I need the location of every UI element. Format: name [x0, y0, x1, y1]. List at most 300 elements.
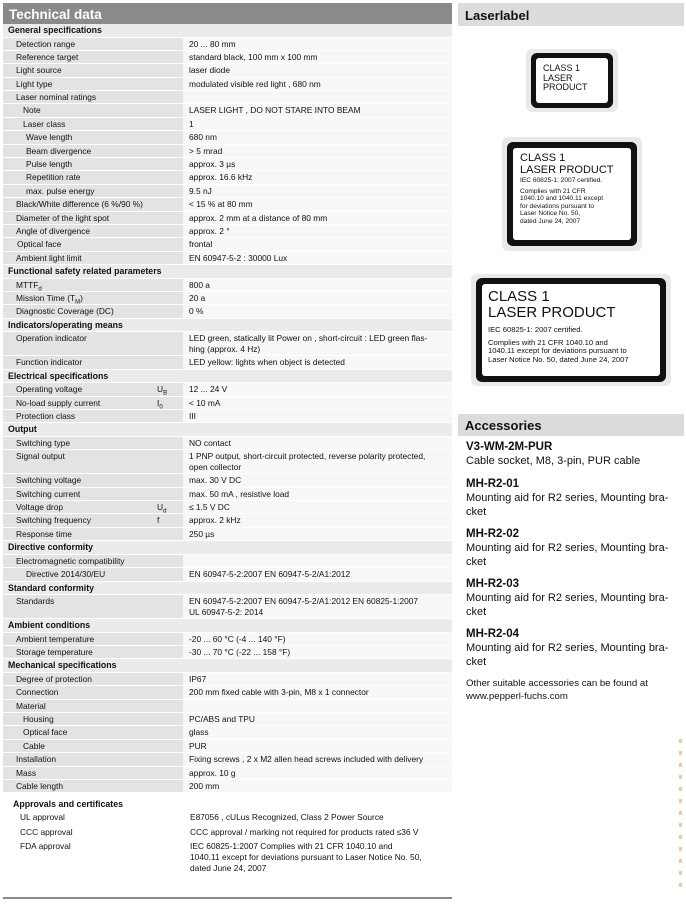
- spec-row: [3, 780, 452, 793]
- accessory-item[interactable]: [466, 477, 684, 519]
- approval-row: [3, 826, 452, 839]
- spec-label: [3, 131, 153, 143]
- spec-label-text: Cable: [23, 740, 45, 751]
- spec-label: [3, 332, 153, 355]
- spec-symbol: [153, 595, 183, 618]
- laser-label-medium-frame: [502, 137, 642, 251]
- accessory-code[interactable]: MH-R2-01: [466, 478, 520, 490]
- spec-row: [3, 305, 452, 318]
- spec-value-line: 200 mm fixed cable with 3-pin, M8 x 1 connector: [189, 687, 369, 698]
- accessory-code[interactable]: MH-R2-04: [466, 628, 520, 640]
- laserlabel-title: Laserlabel: [458, 3, 684, 26]
- spec-symbol: [153, 305, 183, 317]
- spec-label: [3, 474, 153, 486]
- accessory-description: cket: [466, 506, 487, 518]
- spec-symbol-text: I: [157, 397, 160, 408]
- spec-value-line: < 10 mA: [189, 397, 221, 408]
- section-heading: Electrical specifications: [3, 370, 452, 384]
- spec-label: [3, 555, 153, 567]
- approval-value-line: dated June 24, 2007: [190, 863, 267, 874]
- spec-value: [183, 198, 452, 210]
- spec-symbol: [153, 501, 183, 513]
- spec-label: [3, 238, 153, 250]
- accessory-description: Mounting aid for R2 series, Mounting bra-: [466, 642, 669, 654]
- spec-symbol: [153, 740, 183, 752]
- spec-value: [183, 474, 452, 486]
- laser-label-medium-body-line: dated June 24, 2007: [520, 217, 581, 225]
- spec-label: [3, 38, 153, 50]
- spec-symbol: [153, 686, 183, 698]
- spec-row: [3, 555, 452, 568]
- spec-label-text: Operating voltage: [16, 384, 83, 395]
- approval-label: FDA approval: [20, 841, 71, 852]
- spec-row: [3, 64, 452, 77]
- spec-label: [3, 437, 153, 449]
- spec-value: [183, 118, 452, 130]
- spec-row: [3, 279, 452, 292]
- section-heading: Directive conformity: [3, 541, 452, 555]
- spec-value: [183, 305, 452, 317]
- section-heading: Indicators/operating means: [3, 319, 452, 333]
- spec-value: [183, 780, 452, 792]
- spec-value-line: 800 a: [189, 279, 210, 290]
- spec-value-line: -30 ... 70 °C (-22 ... 158 °F): [189, 646, 291, 657]
- spec-row: [3, 488, 452, 501]
- spec-row: [3, 700, 452, 713]
- spec-label: [3, 568, 153, 580]
- laser-label-small-line: PRODUCT: [543, 82, 588, 92]
- spec-value-line: III: [189, 410, 196, 421]
- accessory-item[interactable]: [466, 627, 684, 669]
- spec-symbol: [153, 568, 183, 580]
- accessory-description: Cable socket, M8, 3-pin, PUR cable: [466, 455, 641, 467]
- spec-label-text: Installation: [16, 754, 57, 765]
- laser-label-medium-head: LASER PRODUCT: [520, 163, 614, 176]
- accessory-code[interactable]: V3-WM-2M-PUR: [466, 441, 553, 453]
- spec-label-text: Standards: [16, 596, 55, 606]
- spec-label-text: Reference target: [16, 51, 79, 62]
- spec-row: [3, 104, 452, 117]
- spec-label-text: Pulse length: [26, 159, 73, 170]
- spec-label-text: Signal output: [16, 451, 65, 462]
- laser-label-medium-head: CLASS 1: [520, 152, 566, 164]
- laser-label-medium-body-line: for deviations pursuant to: [520, 202, 595, 210]
- spec-value-line: PC/ABS and TPU: [189, 713, 255, 724]
- spec-label-text: Mission Time (T: [16, 293, 76, 304]
- spec-label: [3, 713, 153, 725]
- spec-symbol: [153, 673, 183, 685]
- spec-value: [183, 38, 452, 50]
- spec-label: [3, 225, 153, 237]
- spec-label: [3, 740, 153, 752]
- spec-symbol-text: f: [157, 515, 160, 526]
- spec-value-line: frontal: [189, 239, 213, 250]
- spec-value-line: PUR: [189, 740, 207, 751]
- spec-value: [183, 145, 452, 157]
- right-panel: [458, 3, 684, 702]
- spec-symbol: [153, 450, 183, 473]
- spec-label: [3, 700, 153, 712]
- approval-value-line: CCC approval / marking not required for products rated ≤36 V: [190, 826, 419, 837]
- spec-row: [3, 437, 452, 450]
- accessory-code[interactable]: MH-R2-03: [466, 578, 520, 590]
- spec-label-text: Detection range: [16, 38, 76, 49]
- spec-value-line: open collector: [189, 462, 242, 473]
- spec-value-line: -20 ... 60 °C (-4 ... 140 °F): [189, 633, 286, 644]
- spec-symbol: [153, 726, 183, 738]
- spec-value: [183, 528, 452, 540]
- spec-value-line: EN 60947-5-2:2007 EN 60947-5-2/A1:2012: [189, 569, 351, 580]
- section-heading: Functional safety related parameters: [3, 265, 452, 279]
- spec-row: [3, 686, 452, 699]
- spec-label-text: Degree of protection: [16, 673, 92, 684]
- bottom-divider: [3, 897, 452, 899]
- accessory-description: cket: [466, 556, 487, 568]
- spec-symbol: [153, 713, 183, 725]
- spec-row: [3, 753, 452, 766]
- spec-value-line: max. 50 mA , resistive load: [189, 488, 290, 499]
- spec-value: [183, 646, 452, 658]
- spec-symbol: [153, 292, 183, 304]
- spec-label-text: Repetition rate: [26, 172, 81, 183]
- spec-value: [183, 514, 452, 526]
- spec-value: [183, 212, 452, 224]
- spec-value-line: laser diode: [189, 65, 230, 76]
- spec-row: [3, 185, 452, 198]
- spec-label: [3, 78, 153, 90]
- spec-label: [3, 633, 153, 645]
- approval-row: [3, 811, 452, 824]
- spec-label: [3, 356, 153, 368]
- accessories-title: Accessories: [458, 414, 684, 436]
- spec-label-text: Directive 2014/30/EU: [26, 569, 106, 580]
- spec-symbol-subscript: d: [163, 508, 167, 515]
- edge-marks: [679, 739, 682, 889]
- spec-value: [183, 91, 452, 103]
- spec-value-line: LASER LIGHT , DO NOT STARE INTO BEAM: [189, 105, 361, 116]
- approval-value: [184, 840, 452, 874]
- spec-label: [3, 646, 153, 658]
- spec-value: [183, 252, 452, 264]
- approval-value: [184, 826, 452, 839]
- spec-value-line: hing (approx. 4 Hz): [189, 344, 261, 355]
- spec-label: [3, 686, 153, 698]
- spec-label: [3, 64, 153, 76]
- spec-label: [3, 292, 153, 304]
- spec-value-line: glass: [189, 727, 209, 738]
- spec-row: [3, 646, 452, 659]
- spec-label-text: Wave length: [26, 132, 73, 143]
- spec-symbol: [153, 212, 183, 224]
- accessories-note-line: Other suitable accessories can be found at: [466, 678, 648, 689]
- spec-label-text: No-load supply current: [16, 397, 101, 408]
- spec-value: [183, 78, 452, 90]
- spec-label-text: Diameter of the light spot: [16, 212, 110, 223]
- spec-row: [3, 673, 452, 686]
- spec-row: [3, 383, 452, 396]
- spec-symbol: [153, 555, 183, 567]
- spec-value: [183, 225, 452, 237]
- section-heading: Ambient conditions: [3, 619, 452, 633]
- spec-value: [183, 437, 452, 449]
- spec-symbol: [153, 488, 183, 500]
- spec-label-text: Laser class: [23, 118, 66, 129]
- spec-value-line: 250 µs: [189, 528, 215, 539]
- spec-label-text: Mass: [16, 767, 37, 778]
- approval-value: [184, 811, 452, 824]
- laser-label-large-body: [488, 339, 660, 364]
- spec-row: [3, 158, 452, 171]
- accessories-note-link[interactable]: www.pepperl-fuchs.com: [466, 691, 568, 702]
- spec-symbol-text: U: [157, 502, 164, 513]
- spec-value: [183, 713, 452, 725]
- spec-row: [3, 528, 452, 541]
- spec-row: [3, 292, 452, 305]
- spec-value-line: approx. 16.6 kHz: [189, 172, 253, 183]
- spec-value: [183, 700, 452, 712]
- technical-data-title: Technical data: [3, 3, 452, 24]
- laser-label-large-face: [482, 284, 660, 376]
- spec-label: [3, 514, 153, 526]
- spec-value-line: 12 ... 24 V: [189, 384, 228, 395]
- spec-symbol: [153, 397, 183, 409]
- spec-value-line: < 15 % at 80 mm: [189, 199, 253, 210]
- spec-label-text: Ambient light limit: [16, 252, 82, 263]
- spec-symbol: [153, 198, 183, 210]
- laser-label-small-frame: [526, 49, 618, 112]
- spec-row: [3, 397, 452, 410]
- spec-symbol: [153, 252, 183, 264]
- spec-value: [183, 726, 452, 738]
- spec-value: [183, 753, 452, 765]
- spec-label: [3, 528, 153, 540]
- spec-value-line: UL 60947-5-2: 2014: [189, 607, 264, 617]
- spec-label: [3, 252, 153, 264]
- spec-value-line: LED yellow: lights when object is detected: [189, 357, 345, 368]
- spec-table: [3, 24, 452, 793]
- spec-row: [3, 332, 452, 356]
- spec-value-line: 20 ... 80 mm: [189, 38, 236, 49]
- accessory-item[interactable]: [466, 527, 684, 569]
- spec-symbol: [153, 145, 183, 157]
- spec-label-text: Diagnostic Coverage (DC): [16, 306, 114, 317]
- spec-value-line: > 5 mrad: [189, 145, 223, 156]
- spec-label: [3, 158, 153, 170]
- spec-value-line: ≤ 1.5 V DC: [189, 502, 230, 513]
- spec-value: [183, 555, 452, 567]
- approvals-heading: Approvals and certificates: [3, 797, 452, 811]
- spec-row: [3, 171, 452, 184]
- spec-label: [3, 198, 153, 210]
- spec-symbol: [153, 646, 183, 658]
- laser-label-large-body-line: Complies with 21 CFR 1040.10 and: [488, 338, 608, 347]
- spec-row: [3, 51, 452, 64]
- spec-label: [3, 279, 153, 291]
- spec-symbol-subscript: B: [163, 390, 168, 397]
- spec-symbol: [153, 185, 183, 197]
- laser-label-small: [531, 53, 613, 108]
- laser-label-medium-face: [513, 148, 631, 240]
- spec-label: [3, 383, 153, 395]
- spec-value: [183, 397, 452, 409]
- laser-label-large-head: LASER PRODUCT: [488, 304, 616, 321]
- laser-label-medium-body-line: Laser Notice No. 50,: [520, 210, 581, 218]
- spec-row: [3, 595, 452, 619]
- spec-label: [3, 488, 153, 500]
- spec-symbol: [153, 38, 183, 50]
- spec-row: [3, 767, 452, 780]
- spec-value: [183, 64, 452, 76]
- spec-value-line: 1: [189, 118, 194, 129]
- laser-label-medium: [507, 142, 637, 246]
- spec-label-text: Note: [23, 105, 41, 116]
- spec-label-text: Cable length: [16, 780, 64, 791]
- spec-symbol: [153, 437, 183, 449]
- spec-row: [3, 450, 452, 474]
- spec-label-text: Switching current: [16, 488, 81, 499]
- spec-row: [3, 145, 452, 158]
- spec-label: [3, 51, 153, 63]
- spec-value: [183, 185, 452, 197]
- spec-label-text: Laser nominal ratings: [16, 92, 97, 103]
- spec-value-line: 200 mm: [189, 780, 220, 791]
- spec-label-text: Connection: [16, 687, 59, 698]
- spec-label: [3, 118, 153, 130]
- spec-value-line: 9.5 nJ: [189, 185, 212, 196]
- spec-symbol: [153, 514, 183, 526]
- accessory-item[interactable]: [466, 577, 684, 619]
- laser-label-medium-iec: IEC 60825-1: 2007 certified.: [520, 177, 603, 184]
- laser-label-small-line: LASER: [543, 72, 573, 83]
- spec-value: [183, 332, 452, 355]
- spec-label: [3, 305, 153, 317]
- spec-value: [183, 686, 452, 698]
- spec-row: [3, 474, 452, 487]
- spec-value: [183, 410, 452, 422]
- spec-value-line: EN 60947-5-2 : 30000 Lux: [189, 252, 288, 263]
- spec-row: [3, 238, 452, 251]
- spec-row: [3, 514, 452, 527]
- laser-label-large-head: CLASS 1: [488, 288, 550, 305]
- laser-label-large-iec: IEC 60825-1: 2007 certified.: [488, 325, 583, 334]
- spec-symbol: [153, 118, 183, 130]
- laser-label-medium-body-line: Complies with 21 CFR: [520, 188, 586, 195]
- spec-value: [183, 767, 452, 779]
- spec-value-line: approx. 2 kHz: [189, 515, 241, 526]
- spec-label: [3, 145, 153, 157]
- spec-symbol: [153, 633, 183, 645]
- spec-symbol: [153, 528, 183, 540]
- accessory-code[interactable]: MH-R2-02: [466, 528, 520, 540]
- accessory-item[interactable]: [466, 440, 684, 468]
- spec-value-line: max. 30 V DC: [189, 475, 242, 486]
- spec-row: [3, 568, 452, 581]
- spec-symbol: [153, 91, 183, 103]
- spec-symbol: [153, 64, 183, 76]
- laser-label-large-body-line: Laser Notice No. 50, dated June 24, 2007: [488, 354, 629, 364]
- spec-symbol: [153, 238, 183, 250]
- spec-symbol: [153, 332, 183, 355]
- spec-label: [3, 726, 153, 738]
- spec-label: [3, 212, 153, 224]
- spec-value: [183, 488, 452, 500]
- spec-label: [3, 595, 153, 618]
- spec-row: [3, 713, 452, 726]
- approval-label: UL approval: [20, 812, 65, 823]
- spec-label-text: Black/White difference (6 %/90 %): [16, 199, 143, 210]
- spec-row: [3, 38, 452, 51]
- spec-label-text: Operation indicator: [16, 333, 87, 344]
- spec-value: [183, 501, 452, 513]
- accessories-section: [458, 414, 684, 703]
- spec-label: [3, 104, 153, 116]
- spec-value-line: approx. 2 mm at a distance of 80 mm: [189, 212, 328, 223]
- spec-value: [183, 292, 452, 304]
- spec-row: [3, 118, 452, 131]
- spec-value: [183, 131, 452, 143]
- spec-value: [183, 158, 452, 170]
- spec-label-text: Storage temperature: [16, 646, 93, 657]
- approvals-table: [3, 797, 452, 874]
- spec-value: [183, 568, 452, 580]
- approval-label: CCC approval: [20, 826, 73, 837]
- spec-value-line: EN 60947-5-2:2007 EN 60947-5-2/A1:2012 EN 60825-1:2007: [189, 596, 419, 606]
- laser-label-large-frame: [471, 274, 671, 386]
- spec-label-text: Switching frequency: [16, 515, 91, 526]
- spec-label-text: Response time: [16, 528, 72, 539]
- spec-symbol: [153, 171, 183, 183]
- accessory-description: cket: [466, 656, 487, 668]
- spec-value-line: 20 a: [189, 293, 206, 304]
- spec-row: [3, 740, 452, 753]
- spec-value-line: 1 PNP output, short-circuit protected, reverse polarity protected,: [189, 451, 426, 462]
- spec-label-text: Voltage drop: [16, 502, 64, 513]
- spec-value: [183, 104, 452, 116]
- spec-row: [3, 225, 452, 238]
- spec-row: [3, 91, 452, 104]
- spec-row: [3, 252, 452, 265]
- spec-value-line: 680 nm: [189, 132, 217, 143]
- spec-label-text: Protection class: [16, 410, 76, 421]
- spec-label-text: Ambient temperature: [16, 633, 95, 644]
- spec-value-line: NO contact: [189, 437, 231, 448]
- laser-label-large-body-line: 1040.11 except for deviations pursuant to: [488, 346, 627, 356]
- spec-label-subscript: d: [38, 286, 42, 293]
- spec-value: [183, 171, 452, 183]
- spec-symbol: [153, 104, 183, 116]
- laser-label-medium-body: [520, 188, 631, 225]
- spec-symbol: [153, 780, 183, 792]
- spec-symbol: [153, 131, 183, 143]
- spec-label-text: max. pulse energy: [26, 185, 95, 196]
- accessory-description: cket: [466, 606, 487, 618]
- spec-label-text: Optical face: [23, 727, 68, 738]
- spec-value-line: approx. 2 °: [189, 225, 230, 236]
- spec-symbol: [153, 51, 183, 63]
- approval-value-line: 1040.11 except for deviations pursuant to Laser Notice No. 50,: [190, 852, 422, 863]
- spec-label: [3, 753, 153, 765]
- spec-value-line: approx. 3 µs: [189, 159, 236, 170]
- spec-value: [183, 673, 452, 685]
- section-heading: Standard conformity: [3, 582, 452, 596]
- spec-label: [3, 780, 153, 792]
- spec-label: [3, 450, 153, 473]
- spec-symbol: [153, 700, 183, 712]
- approval-row: [3, 840, 452, 874]
- spec-symbol-subscript: 0: [159, 404, 163, 411]
- spec-value: [183, 356, 452, 368]
- spec-value: [183, 740, 452, 752]
